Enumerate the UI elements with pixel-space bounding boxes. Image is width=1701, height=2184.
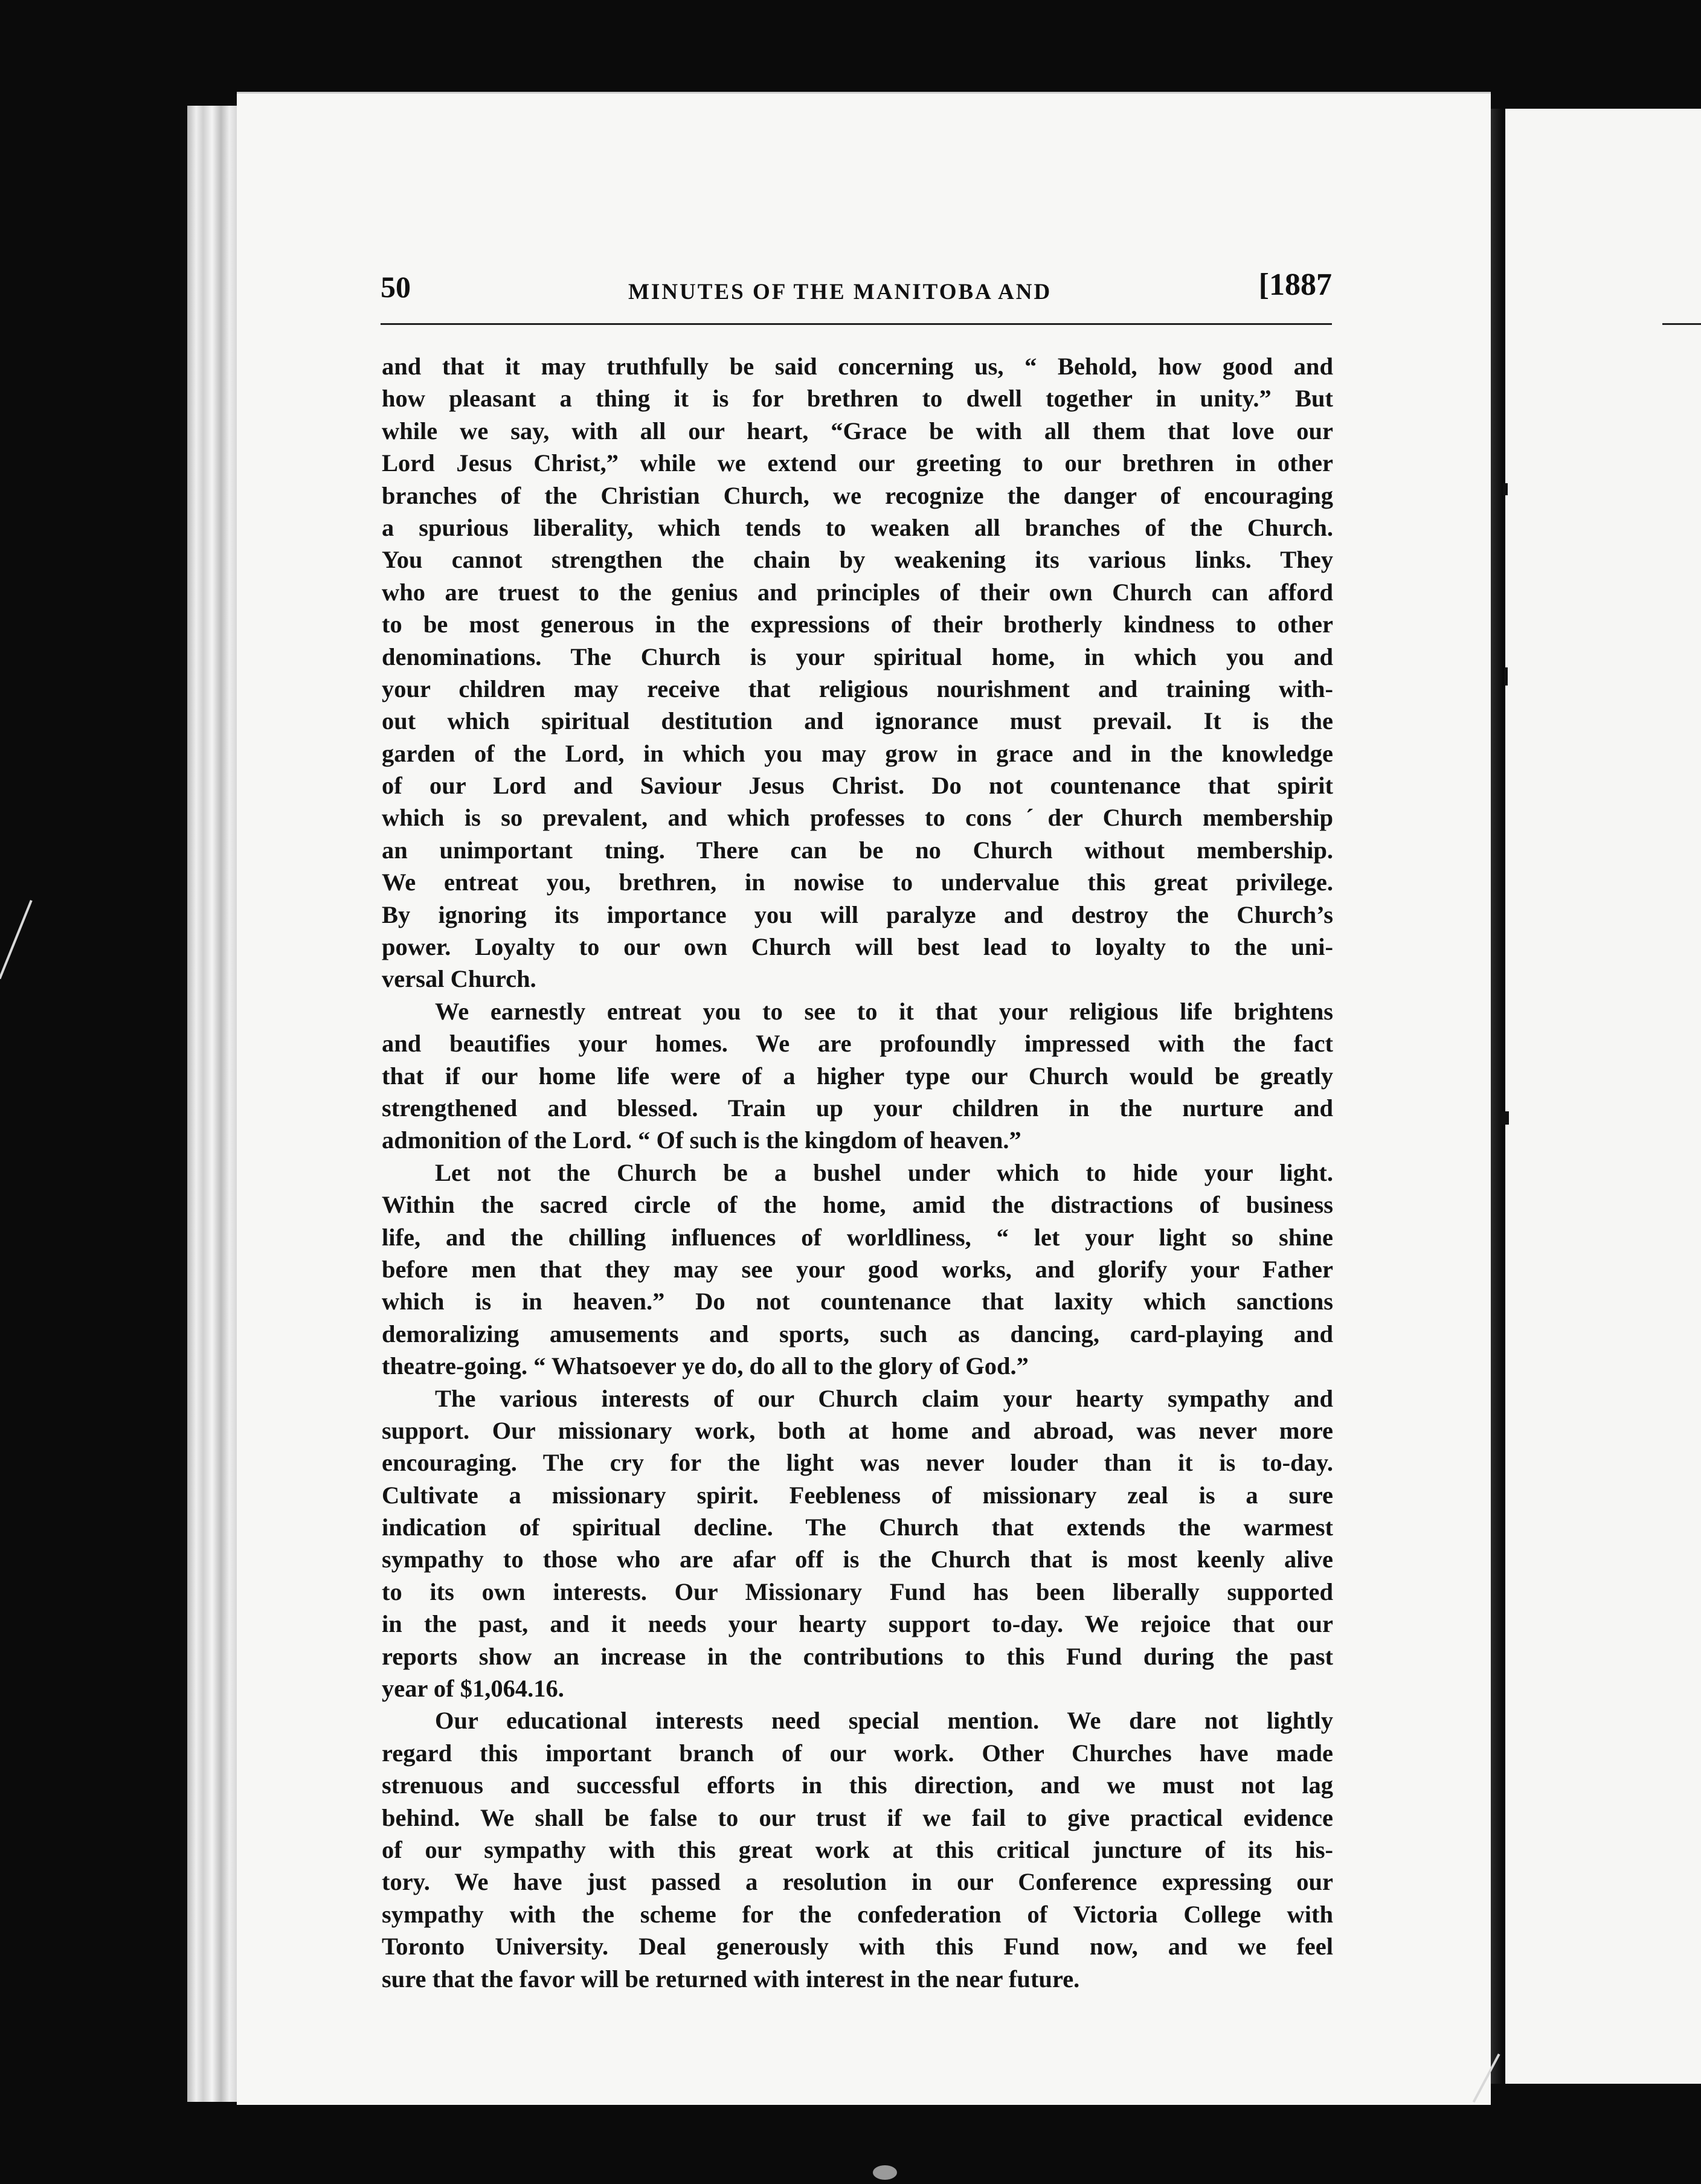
body-line: before men that they may see your good works, and glorify your Father [382, 1255, 1333, 1283]
body-line: while we say, with all our heart, “Grace be with all them that love our [382, 417, 1333, 445]
body-line: strengthened and blessed. Train up your children in the nurture and [382, 1094, 1333, 1122]
page-number: 50 [381, 270, 411, 304]
body-line: an unimportant tning. There can be no Church without membership. [382, 836, 1333, 864]
book-gutter [1491, 109, 1505, 2084]
body-line: to its own interests. Our Missionary Fund has been liberally supported [382, 1578, 1333, 1605]
body-line: a spurious liberality, which tends to weaken all branches of the Church. [382, 513, 1333, 541]
body-line: garden of the Lord, in which you may grow in grace and in the knowledge [382, 739, 1333, 767]
body-line: sure that the favor will be returned with interest in the near future. [382, 1965, 1080, 1993]
body-line: By ignoring its importance you will paralyze and destroy the Church’s [382, 901, 1333, 928]
facing-header-rule [1662, 323, 1701, 325]
body-line: to be most generous in the expressions of their brotherly kindness to other [382, 611, 1333, 638]
body-line: branches of the Christian Church, we recognize the danger of encouraging [382, 481, 1333, 509]
body-line: denominations. The Church is your spiritual home, in which you and [382, 643, 1333, 670]
body-line: strenuous and successful efforts in this direction, and we must not lag [382, 1771, 1333, 1799]
body-line: The various interests of our Church claim your hearty sympathy and [435, 1384, 1333, 1412]
page-header [381, 267, 1332, 314]
body-line: power. Loyalty to our own Church will best lead to loyalty to the uni- [382, 933, 1333, 961]
body-line: your children may receive that religious nourishment and training with- [382, 675, 1333, 702]
body-line: versal Church. [382, 965, 536, 993]
header-rule [381, 323, 1332, 325]
body-line: behind. We shall be false to our trust if we fail to give practical evidence [382, 1803, 1333, 1831]
body-line: demoralizing amusements and sports, such as dancing, card-playing and [382, 1320, 1333, 1347]
body-line: in the past, and it needs your hearty support to-day. We rejoice that our [382, 1610, 1333, 1638]
body-line: how pleasant a thing it is for brethren to dwell together in unity.” But [382, 385, 1333, 413]
body-line: who are truest to the genius and principles of their own Church can afford [382, 578, 1333, 606]
gutter-mark [1503, 483, 1508, 495]
body-line: admonition of the Lord. “ Of such is the kingdom of heaven.” [382, 1126, 1021, 1154]
body-line: that if our home life were of a higher type our Church would be greatly [382, 1062, 1333, 1090]
body-line: and that it may truthfully be said concerning us, “ Behold, how good and [382, 353, 1333, 380]
body-line: which is so prevalent, and which professes to consˊder Church membership [382, 804, 1333, 832]
body-line: of our Lord and Saviour Jesus Christ. Do not countenance that spirit [382, 772, 1333, 800]
body-line: Our educational interests need special mention. We dare not lightly [435, 1707, 1333, 1735]
body-line: We entreat you, brethren, in nowise to undervalue this great privilege. [382, 869, 1333, 896]
body-line: regard this important branch of our work. Other Churches have made [382, 1739, 1333, 1767]
body-line: of our sympathy with this great work at this critical juncture of its his- [382, 1836, 1333, 1863]
body-line: reports show an increase in the contributions to this Fund during the past [382, 1642, 1333, 1670]
body-line: Cultivate a missionary spirit. Feebleness of missionary zeal is a sure [382, 1481, 1333, 1509]
page-stack-edge [187, 106, 237, 2102]
scan-smudge [873, 2165, 897, 2180]
facing-page [1505, 109, 1701, 2084]
body-line: theatre-going. “ Whatsoever ye do, do all to the glory of God.” [382, 1352, 1029, 1380]
body-line: Lord Jesus Christ,” while we extend our greeting to our brethren in other [382, 449, 1333, 477]
body-line: Toronto University. Deal generously with this Fund now, and we feel [382, 1933, 1333, 1961]
body-line: and beautifies your homes. We are profoundly impressed with the fact [382, 1030, 1333, 1058]
header-year: [1887 [1258, 268, 1332, 302]
running-title: MINUTES OF THE MANITOBA AND [628, 280, 1052, 304]
body-line: which is in heaven.” Do not countenance that laxity which sanctions [382, 1288, 1333, 1315]
body-line: out which spiritual destitution and ignorance must prevail. It is the [382, 707, 1333, 735]
body-line: year of $1,064.16. [382, 1675, 564, 1703]
body-text [382, 350, 1333, 1995]
gutter-mark [1504, 667, 1508, 686]
body-line: life, and the chilling influences of worldliness, “ let your light so shine [382, 1223, 1333, 1251]
body-line: tory. We have just passed a resolution in our Conference expressing our [382, 1868, 1333, 1896]
body-line: sympathy with the scheme for the confederation of Victoria College with [382, 1900, 1333, 1928]
body-line: We earnestly entreat you to see to it that your religious life brightens [435, 997, 1333, 1025]
scan-scratch [0, 900, 33, 979]
body-line: sympathy to those who are afar off is the Church that is most keenly alive [382, 1546, 1333, 1573]
body-line: You cannot strengthen the chain by weakening its various links. They [382, 546, 1333, 574]
gutter-mark [1500, 1111, 1509, 1125]
body-line: support. Our missionary work, both at home and abroad, was never more [382, 1416, 1333, 1444]
body-line: Within the sacred circle of the home, amid the distractions of business [382, 1191, 1333, 1219]
body-line: Let not the Church be a bushel under which to hide your light. [435, 1158, 1333, 1186]
body-line: indication of spiritual decline. The Church that extends the warmest [382, 1514, 1333, 1541]
body-line: encouraging. The cry for the light was never louder than it is to-day. [382, 1449, 1333, 1477]
